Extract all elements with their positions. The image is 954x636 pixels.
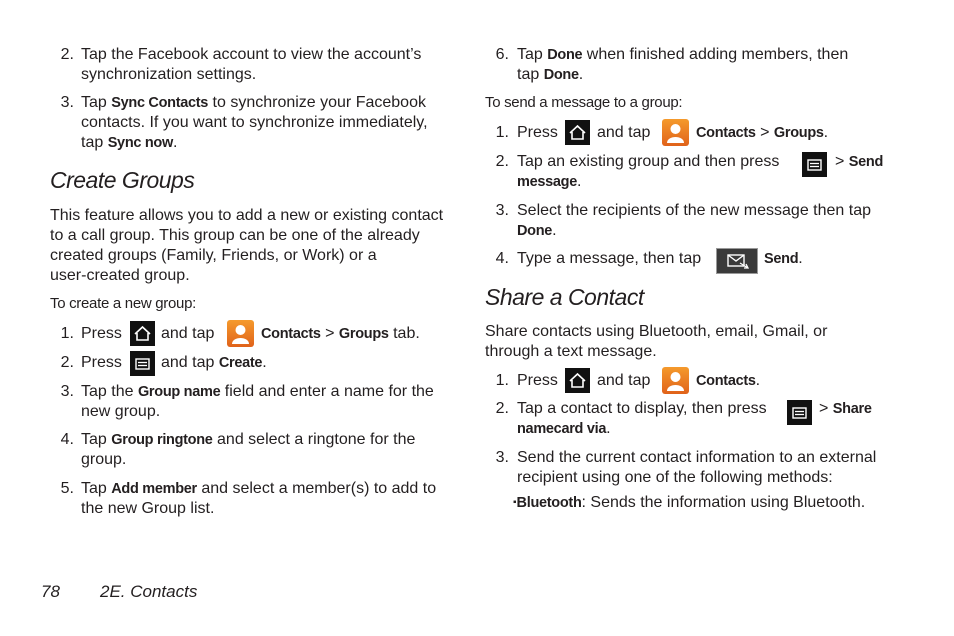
send-message-intro: To send a message to a group: xyxy=(485,94,683,111)
section-title: 2E. Contacts xyxy=(100,582,198,601)
send-message-icon xyxy=(716,248,758,274)
menu-icon xyxy=(787,400,812,425)
bullet-bluetooth: ▪Bluetooth: Sends the information using Bluetooth. xyxy=(513,494,866,512)
menu-icon xyxy=(802,152,827,177)
page-number: 78 xyxy=(41,582,60,601)
contacts-app-icon xyxy=(227,320,254,347)
create-group-intro: To create a new group: xyxy=(50,295,196,312)
heading-create-groups: Create Groups xyxy=(50,167,195,193)
share-contact-description: Share contacts using Bluetooth, email, Gmail, or through a text message. xyxy=(485,323,828,360)
contacts-app-icon xyxy=(662,119,689,146)
menu-icon xyxy=(130,351,155,376)
home-icon xyxy=(130,321,155,346)
home-icon xyxy=(565,368,590,393)
create-groups-description: This feature allows you to add a new or existing contact to a call group. This group can be one of the already created groups (Family, Friends, or Work) or a user-created group. xyxy=(50,207,444,284)
heading-share-a-contact: Share a Contact xyxy=(485,284,644,310)
home-icon xyxy=(565,120,590,145)
contacts-app-icon xyxy=(662,367,689,394)
